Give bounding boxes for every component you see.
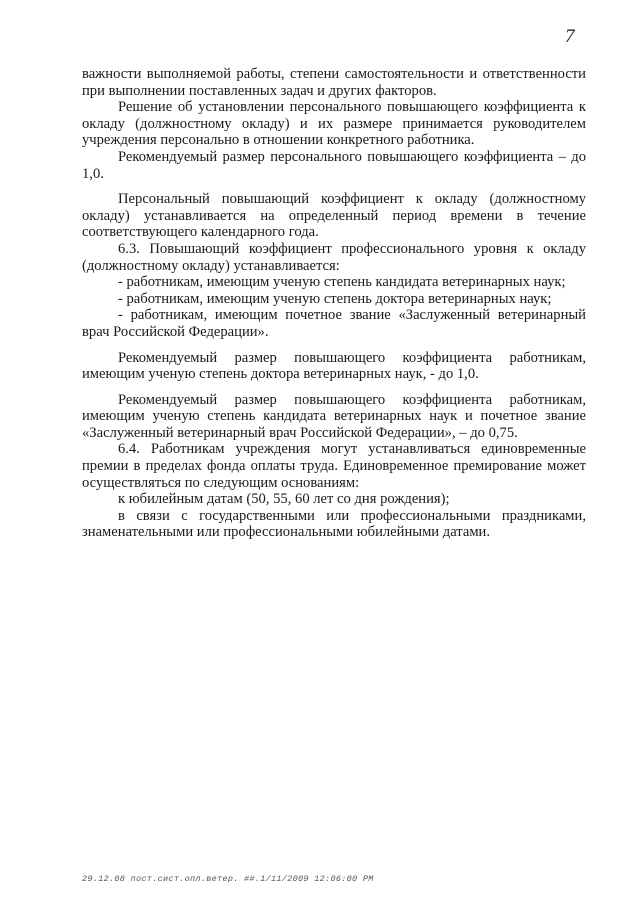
paragraph-personal-period: Персональный повышающий коэффициент к окладу (должностному окладу) устанавливается на определенный период времени в течение соответствующего календарного года. — [82, 191, 586, 241]
list-item-jubilee: к юбилейным датам (50, 55, 60 лет со дня рождения); — [118, 491, 450, 508]
list-item-honored-vet: - работникам, имеющим почетное звание «Заслуженный ветеринарный врач Российской Федерации». — [82, 307, 586, 340]
list-item-candidate: - работникам, имеющим ученую степень кандидата ветеринарных наук; — [118, 274, 566, 291]
paragraph-continuation: важности выполняемой работы, степени самостоятельности и ответственности при выполнении поставленных задач и других факторов. — [82, 66, 586, 99]
document-body — [82, 66, 586, 541]
paragraph-recommended-candidate: Рекомендуемый размер повышающего коэффициента работникам, имеющим ученую степень кандидата ветеринарных наук и почетное звание «Заслуженный ветеринарный врач Российской Федерации», – до 0,75. — [82, 391, 586, 441]
list-item-doctor: - работникам, имеющим ученую степень доктора ветеринарных наук; — [118, 290, 552, 307]
paragraph-section-6-4: 6.4. Работникам учреждения могут устанавливаться единовременные премии в пределах фонда оплаты труда. Единовременное премирование может осуществляться по следующим основаниям: — [82, 441, 586, 491]
paragraph-decision: Решение об установлении персонального повышающего коэффициента к окладу (должностному окладу) и их размере принимается руководителем учреждения персонально в отношении конкретного работника. — [82, 99, 586, 149]
page-number: 7 — [565, 26, 575, 47]
paragraph-recommended-personal: Рекомендуемый размер персонального повышающего коэффициента – до 1,0. — [82, 148, 586, 182]
list-item-holidays: в связи с государственными или профессиональными праздниками, знаменательными или профессиональными юбилейными датами. — [82, 507, 586, 541]
footer-file-path: 29.12.08 пост.сист.опл.ветер. ##.1/11/2009 12:06:00 PM — [82, 874, 374, 884]
paragraph-section-6-3: 6.3. Повышающий коэффициент профессионального уровня к окладу (должностному окладу) устанавливается: — [82, 240, 586, 274]
paragraph-recommended-doctor: Рекомендуемый размер повышающего коэффициента работникам, имеющим ученую степень доктора ветеринарных наук, - до 1,0. — [82, 349, 586, 383]
